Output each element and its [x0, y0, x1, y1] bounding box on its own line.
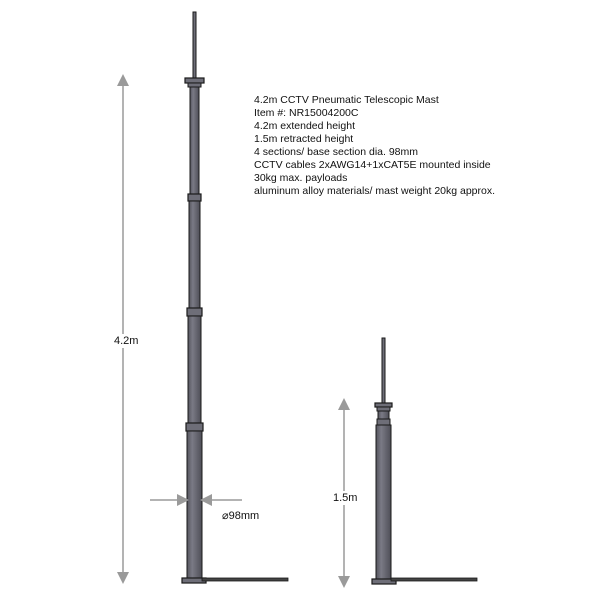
spec-item-number: Item #: NR15004200C — [254, 107, 359, 119]
spec-retracted-height: 1.5m retracted height — [254, 133, 354, 145]
retracted-height-label: 1.5m — [333, 492, 358, 504]
spec-payload: 30kg max. payloads — [254, 172, 348, 184]
extended-height-label: 4.2m — [114, 335, 139, 347]
spec-extended-height: 4.2m extended height — [254, 120, 355, 132]
spec-title: 4.2m CCTV Pneumatic Telescopic Mast — [254, 94, 439, 106]
retracted-mast — [372, 338, 477, 584]
diameter-label: ⌀98mm — [222, 510, 260, 522]
spec-list — [254, 94, 495, 198]
spec-material: aluminum alloy materials/ mast weight 20kg approx. — [254, 185, 496, 197]
spec-sections: 4 sections/ base section dia. 98mm — [254, 146, 419, 158]
spec-cables: CCTV cables 2xAWG14+1xCAT5E mounted inside — [254, 159, 491, 171]
